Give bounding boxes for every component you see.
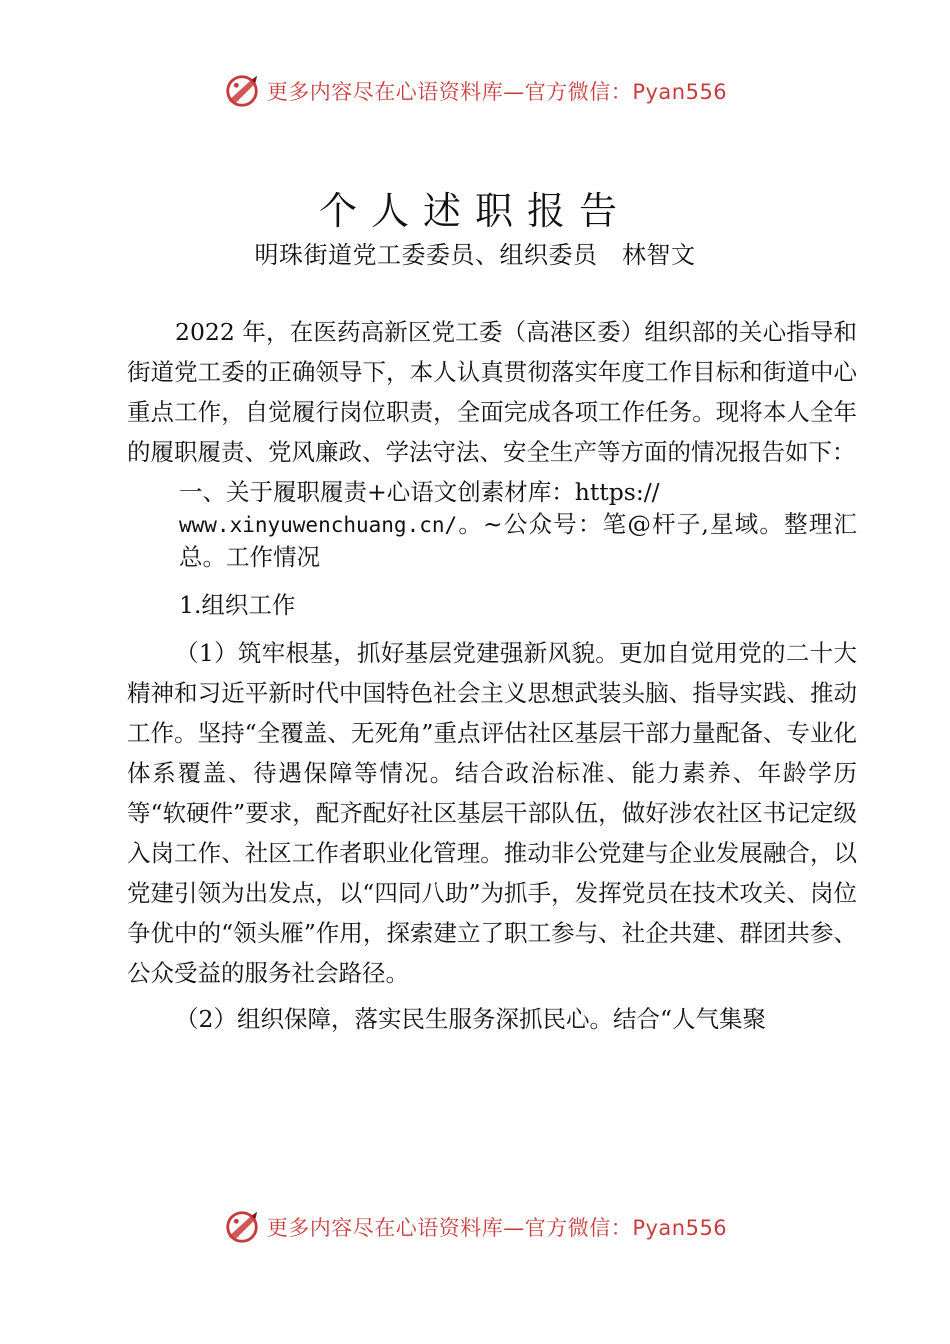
paragraph-2: （2）组织保障，落实民生服务深抓民心。结合“人气集聚: [175, 1005, 766, 1033]
document-body: [127, 312, 857, 1039]
pen-circle-logo-icon: [223, 72, 261, 110]
section-1-heading: 一、关于履职履责+心语文创素材库：https:// www.xinyuwenchuang.cn/。~公众号：笔@杆子,星域。整理汇总。工作情况: [179, 478, 857, 571]
section-1-url: www.xinyuwenchuang.cn/: [179, 513, 458, 537]
top-watermark-banner: [0, 72, 950, 110]
wechat-id: Pyan556: [632, 1216, 728, 1240]
document-title: 个人述职报告: [318, 189, 631, 234]
intro-paragraph: 2022 年，在医药高新区党工委（高港区委）组织部的关心指导和街道党工委的正确领导下，本人认真贯彻落实年度工作目标和街道中心重点工作，自觉履行岗位职责，全面完成各项工作任务。现将本人全年的履职履责、党风廉政、学法守法、安全生产等方面的情况报告如下：: [127, 318, 857, 466]
paragraph-1: （1）筑牢根基，抓好基层党建强新风貌。更加自觉用党的二十大精神和习近平新时代中国特色社会主义思想武装头脑、指导实践、推动工作。坚持“全覆盖、无死角”重点评估社区基层干部力量配备、专业化体系覆盖、待遇保障等情况。结合政治标准、能力素养、年龄学历等“软硬件”要求，配齐配好社区基层干部队伍，做好涉农社区书记定级入岗工作、社区工作者职业化管理。推动非公党建与企业发展融合，以党建引领为出发点，以“四同八助”为抓手，发挥党员在技术攻关、岗位争优中的“领头雁”作用，探索建立了职工参与、社企共建、群团共参、公众受益的服务社会路径。: [127, 639, 857, 987]
pen-circle-logo-icon: [223, 1208, 261, 1246]
watermark-text: 更多内容尽在心语资料库—官方微信：Pyan556: [266, 80, 728, 104]
bottom-watermark-banner: [0, 1208, 950, 1246]
subsection-1-heading: 1.组织工作: [179, 591, 296, 619]
wechat-id: Pyan556: [632, 80, 728, 104]
watermark-text: 更多内容尽在心语资料库—官方微信：Pyan556: [266, 1216, 728, 1240]
author-line: 明珠街道党工委委员、组织委员 林智文: [254, 241, 696, 269]
